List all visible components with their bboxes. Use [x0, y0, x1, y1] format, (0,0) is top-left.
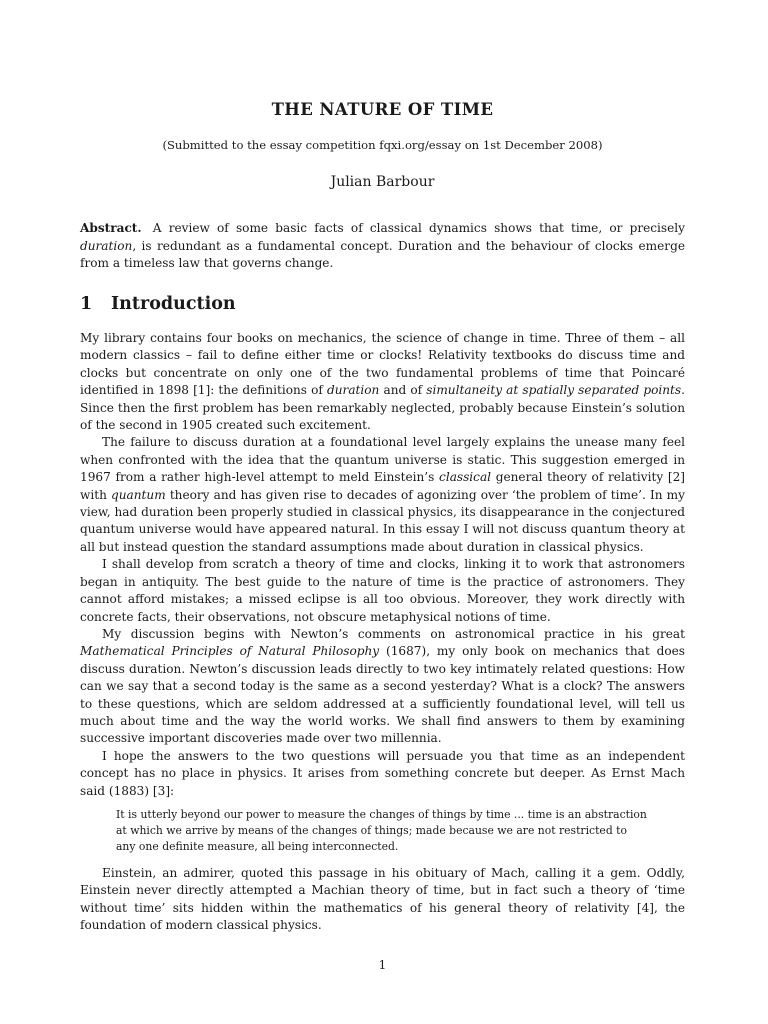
abstract-emphasis: duration [80, 238, 133, 253]
section-heading [80, 294, 685, 314]
paragraph-text: I hope the answers to the two questions will persuade you that time as an independent concept has no place in physics. It arises from something concrete but deeper. As Ernst Mach said (1883) [3]: [80, 748, 685, 798]
section-number: 1 [80, 294, 93, 314]
emphasized-text: Mathematical Principles of Natural Philosophy [80, 644, 380, 659]
section-body [80, 330, 685, 935]
paper-page [80, 0, 685, 1024]
paragraph-1 [80, 330, 685, 434]
paragraph-text: The failure to discuss duration at a foundational level largely explains the unease many feel when confronted with the idea that the quantum universe is static. This suggestion emerged in 1967 from a rather high-level attempt to meld Einstein’s [80, 435, 685, 485]
section-title: Introduction [111, 294, 236, 314]
paper-subtitle: (Submitted to the essay competition fqxi.org/essay on 1st December 2008) [162, 138, 603, 152]
page-number: 1 [378, 958, 387, 972]
paragraph-text: My library contains four books on mechanics, the science of change in time. Three of them – all modern classics – fail to define either time or clocks! Relativity textbooks do discuss time and clocks but concentrate on only one of the two fundamental problems of time that Poincaré identified in 1898 [1]: the definitions of [80, 331, 685, 398]
abstract-text-2: , is redundant as a fundamental concept. Duration and the behaviour of clocks emerge from a timeless law that governs change. [80, 238, 685, 270]
paragraph-5 [80, 748, 685, 800]
paragraph-text: and of [379, 383, 427, 398]
emphasized-text: classical [439, 470, 492, 485]
emphasized-text: duration [327, 383, 380, 398]
closing-paragraph: Einstein, an admirer, quoted this passage in his obituary of Mach, calling it a gem. Oddly, Einstein never directly attempted a Machian theory of time, but in fact such a theory of ‘time without time’ sits hidden within the mathematics of his general theory of relativity [4], the foundation of modern classical physics. [80, 865, 685, 933]
abstract-text-1: A review of some basic facts of classical dynamics shows that time, or precisely [152, 221, 685, 235]
paragraph-text: general theory of relativity [2] with [80, 470, 685, 502]
paragraph-text: theory and has given rise to decades of agonizing over ‘the problem of time’. In my view, had duration been properly studied in classical physics, its disappearance in the conjectured quantum universe would have appeared natural. In this essay I will not discuss quantum theory at all but instead question the standard assumptions made about duration in classical physics. [80, 487, 685, 554]
abstract-label: Abstract. [80, 221, 142, 235]
emphasized-text: simultaneity at spatially separated points [426, 383, 682, 398]
paragraph-text: My discussion begins with Newton’s comments on astronomical practice in his great [102, 626, 685, 641]
paragraph-text: (1687), my only book on mechanics that does discuss duration. Newton’s discussion leads directly to two key intimately related questions: How can we say that a second today is the same as a second yesterday? What is a clock? The answers to these questions, which are seldom addressed at a sufficiently foundational level, will tell us much about time and the way the world works. We shall find answers to them by examining successive important discoveries made over two millennia. [80, 644, 685, 746]
paper-title: THE NATURE OF TIME [271, 100, 494, 119]
paragraph-4 [80, 626, 685, 748]
paper-author: Julian Barbour [330, 174, 435, 190]
block-quote: It is utterly beyond our power to measure the changes of things by time ... time is an abstraction at which we arrive by means of the changes of things; made because we are not restricted to any one definite measure, all being interconnected. [116, 807, 647, 853]
paragraph-2 [80, 434, 685, 556]
emphasized-text: quantum [111, 487, 166, 502]
paragraph-text: I shall develop from scratch a theory of time and clocks, linking it to work that astronomers began in antiquity. The best guide to the nature of time is the practice of astronomers. They cannot afford mistakes; a missed eclipse is all too obvious. Moreover, they work directly with concrete facts, their observations, not obscure metaphysical notions of time. [80, 557, 685, 624]
paragraph-3 [80, 556, 685, 626]
abstract [80, 220, 685, 273]
paragraph-text: . Since then the first problem has been remarkably neglected, probably because Einstein’s solution of the second in 1905 created such excitement. [80, 383, 685, 433]
